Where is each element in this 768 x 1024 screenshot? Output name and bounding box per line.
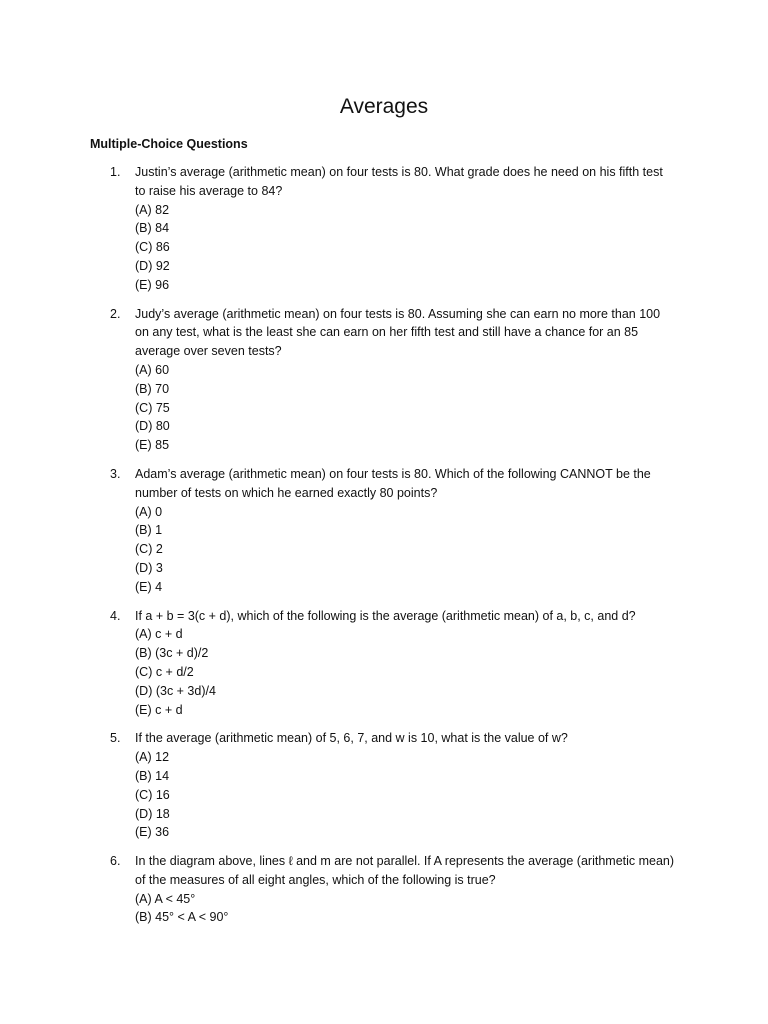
question-body	[135, 163, 675, 295]
question-1	[0, 163, 768, 295]
answer-choice-a: (A) 12	[135, 750, 170, 765]
answer-choice-d: (D) 92	[135, 258, 170, 273]
answer-choice-b: (B) 84	[135, 221, 170, 236]
answer-choice-a: (A) A < 45°	[135, 891, 196, 906]
section-heading: Multiple-Choice Questions	[90, 137, 248, 151]
answer-choice-c: (C) 86	[135, 240, 170, 255]
answer-choice-a: (A) 82	[135, 202, 170, 217]
answer-choice-d: (D) 18	[135, 806, 170, 821]
answer-choice-d: (D) 80	[135, 419, 170, 434]
question-body	[135, 305, 675, 455]
question-number: 2.	[110, 306, 121, 321]
answer-choice-c: (C) 75	[135, 400, 170, 415]
question-body	[135, 852, 675, 927]
answer-choice-a: (A) c + d	[135, 627, 183, 642]
question-4	[0, 607, 768, 720]
answer-choice-e: (E) 4	[135, 579, 163, 594]
answer-choice-e: (E) 96	[135, 277, 170, 292]
question-5	[0, 729, 768, 842]
question-stem: Adam’s average (arithmetic mean) on four tests is 80. Which of the following CANNOT be the number of tests on which he earned exactly 80 points?	[135, 466, 651, 500]
question-stem: Judy’s average (arithmetic mean) on four tests is 80. Assuming she can earn no more than 100 on any test, what is the least she can earn on her fifth test and still have a chance for an 85 average over seven tests?	[135, 306, 661, 359]
answer-choice-c: (C) c + d/2	[135, 664, 194, 679]
answer-choice-e: (E) 85	[135, 438, 170, 453]
question-body	[135, 729, 675, 842]
answer-choice-a: (A) 0	[135, 504, 163, 519]
question-body	[135, 607, 675, 720]
question-stem: In the diagram above, lines ℓ and m are not parallel. If A represents the average (arithmetic mean) of the measures of all eight angles, which of the following is true?	[135, 854, 675, 887]
question-list	[0, 163, 768, 937]
answer-choice-c: (C) 16	[135, 787, 170, 802]
question-2	[0, 305, 768, 455]
question-stem: If a + b = 3(c + d), which of the following is the average (arithmetic mean) of a, b, c, and d?	[135, 608, 636, 623]
answer-choice-b: (B) 70	[135, 381, 170, 396]
question-number: 6.	[110, 854, 121, 869]
question-3	[0, 465, 768, 597]
question-body	[135, 465, 675, 597]
answer-choice-c: (C) 2	[135, 542, 163, 557]
question-number: 3.	[110, 466, 121, 481]
question-number: 1.	[110, 165, 121, 179]
answer-choice-d: (D) (3c + 3d)/4	[135, 683, 216, 698]
question-stem: If the average (arithmetic mean) of 5, 6, 7, and w is 10, what is the value of w?	[135, 731, 568, 746]
answer-choice-b: (B) 1	[135, 523, 163, 538]
question-number: 4.	[110, 608, 121, 623]
question-6	[0, 852, 768, 927]
answer-choice-b: (B) 45° < A < 90°	[135, 910, 229, 925]
question-number: 5.	[110, 731, 121, 746]
answer-choice-b: (B) 14	[135, 768, 170, 783]
answer-choice-a: (A) 60	[135, 362, 170, 377]
answer-choice-e: (E) 36	[135, 825, 170, 840]
question-stem: Justin’s average (arithmetic mean) on four tests is 80. What grade does he need on his fifth test to raise his average to 84?	[135, 165, 663, 198]
answer-choice-b: (B) (3c + d)/2	[135, 646, 209, 661]
answer-choice-d: (D) 3	[135, 560, 163, 575]
page-title: Averages	[339, 95, 429, 118]
answer-choice-e: (E) c + d	[135, 702, 183, 717]
